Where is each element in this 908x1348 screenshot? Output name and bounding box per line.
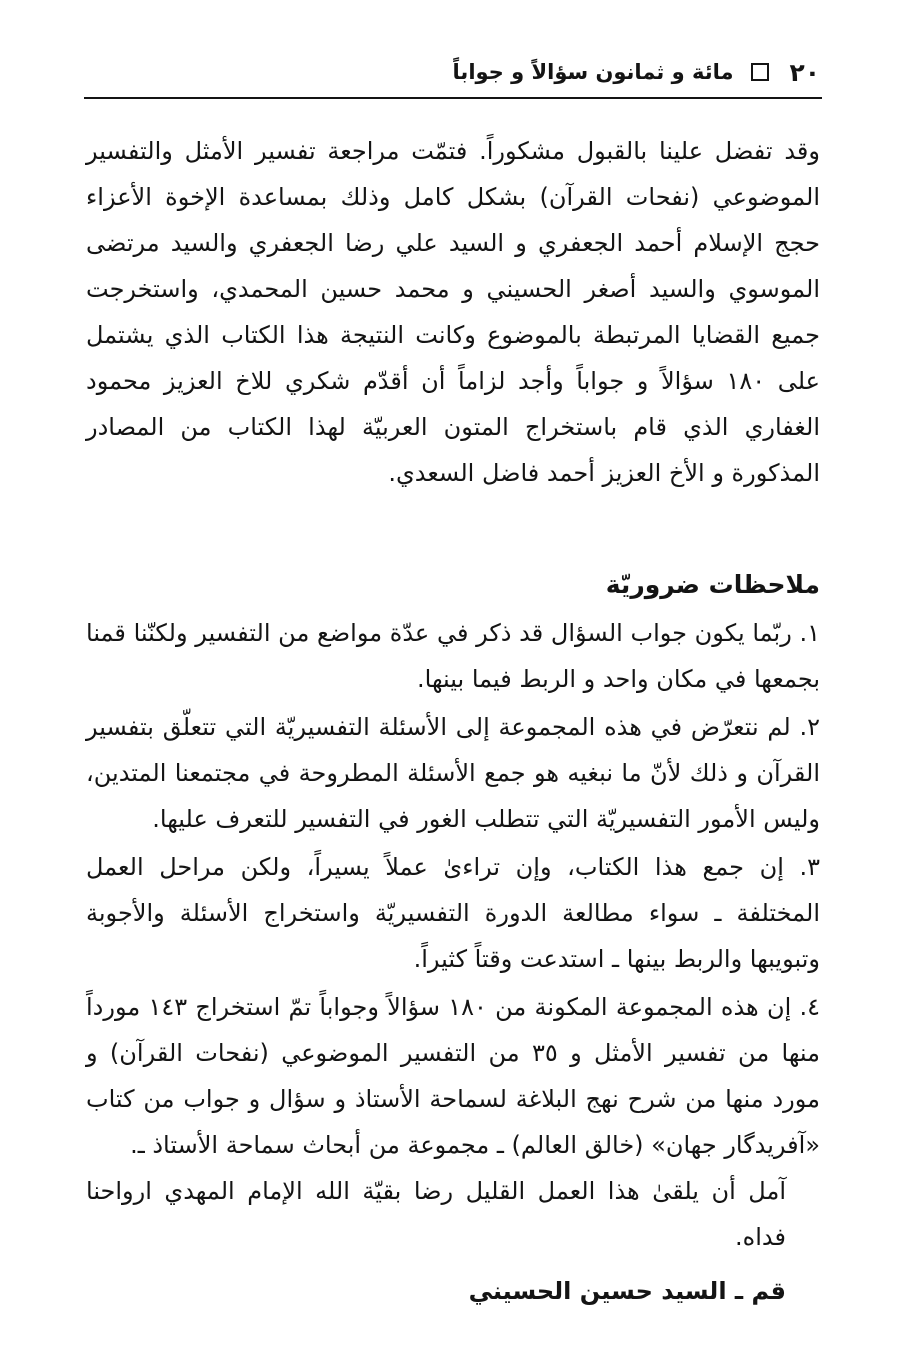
running-head [88, 52, 820, 92]
intro-paragraph: وقد تفضل علينا بالقبول مشكوراً. فتمّت مراجعة تفسير الأمثل والتفسير الموضوعي (نفحات القرآن) بشكل كامل وذلك بمساعدة الإخوة الأعزاء حجج الإسلام أحمد الجعفري و السيد علي رضا الجعفري والسيد مرتضى الموسوي والسيد أصغر الحسيني و محمد حسين المحمدي، واستخرجت جميع القضايا المرتبطة بالموضوع وكانت النتيجة هذا الكتاب الذي يشتمل على ١٨٠ سؤالاً و جواباً وأجد لزاماً أن أقدّم شكري للاخ العزيز محمود الغفاري الذي قام باستخراج المتون العربيّة لهذا الكتاب من المصادر المذكورة و الأخ العزيز أحمد فاضل السعدي. [86, 137, 820, 487]
note-item: ٣. إن جمع هذا الكتاب، وإن تراءىٰ عملاً يسيراً، ولكن مراحل العمل المختلفة ـ سواء مطالعة الدورة التفسيريّة واستخراج الأسئلة والأجوبة وتبويبها والربط بينها ـ استدعت وقتاً كثيراً. [86, 853, 820, 973]
body-text [86, 128, 820, 1314]
square-ornament-icon [751, 63, 769, 81]
closing-paragraph: آمل أن يلقىٰ هذا العمل القليل رضا بقيّة الله الإمام المهدي ارواحنا فداه. [86, 1177, 786, 1251]
running-title: مائة و ثمانون سؤالاً و جواباً [452, 60, 734, 84]
header-divider [84, 97, 822, 99]
note-item: ٤. إن هذه المجموعة المكونة من ١٨٠ سؤالاً وجواباً تمّ استخراج ١٤٣ مورداً منها من تفسير الأمثل و ٣٥ من التفسير الموضوعي (نفحات القرآن) و مورد منها من شرح نهج البلاغة لسماحة الأستاذ و سؤال و جواب من كتاب «آفريدگار جهان» (خالق العالم) ـ مجموعة من أبحاث سماحة الأستاذ ـ. [86, 993, 821, 1159]
section-heading: ملاحظات ضروريّة [605, 570, 820, 599]
page-number: ٢٠ [789, 57, 820, 87]
signature-line: قم ـ السيد حسين الحسيني [468, 1277, 786, 1305]
note-item: ٢. لم نتعرّض في هذه المجموعة إلى الأسئلة التفسيريّة التي تتعلّق بتفسير القرآن و ذلك لأنّ ما نبغيه هو جمع الأسئلة المطروحة في مجتمعنا المتدين، وليس الأمور التفسيريّة التي تتطلب الغور في التفسير للتعرف عليها. [86, 713, 820, 833]
note-item: ١. ربّما يكون جواب السؤال قد ذكر في عدّة مواضع من التفسير ولكنّنا قمنا بجمعها في مكان واحد و الربط فيما بينها. [86, 619, 820, 693]
